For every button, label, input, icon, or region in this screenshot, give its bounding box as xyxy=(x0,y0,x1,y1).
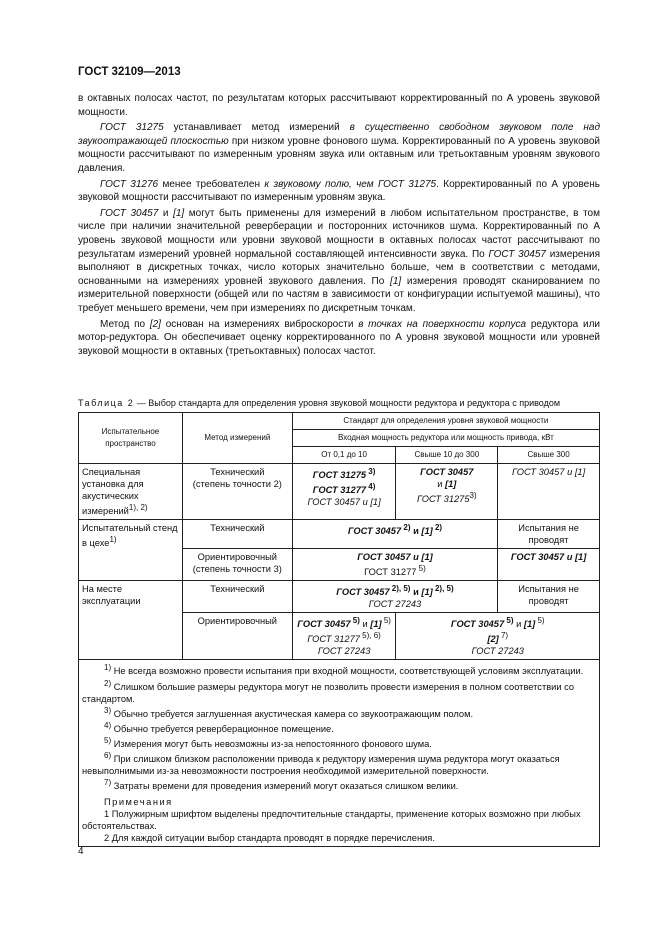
table-header-row xyxy=(79,413,600,430)
document-header: ГОСТ 32109—2013 xyxy=(78,66,181,78)
p4-text-3: измерения проводят сканированием по измерительной поверхности (общей или по частям в зависимости от конфигурации испытуемой машины), что требует меньшего времени, чем при измерениях по дискретным точкам. xyxy=(78,275,600,314)
row2-space-text: Испытательный стенд в цехе xyxy=(82,523,178,549)
row4-method: Технический xyxy=(182,581,292,613)
p3-emph: к звуковому полю, чем ГОСТ 31275 xyxy=(264,178,437,190)
footnote-4 xyxy=(82,720,596,735)
row2-sup-c: 2) xyxy=(432,523,443,533)
header-standard: Стандарт для определения уровня звуковой мощности xyxy=(292,413,599,430)
row2-col3: Испытания не проводят xyxy=(498,520,600,549)
row1-space xyxy=(79,464,183,520)
row1-col2-ref: [1] xyxy=(445,479,457,489)
row4-std2: ГОСТ 27243 xyxy=(368,599,422,610)
row1-method-grade: (степень точности 2) xyxy=(192,479,282,489)
p2-text-end: при низком уровне фонового шума. Корректированный по А уровень звуковой мощности рассчитывают по измеренным уровням звука или октавным или третьоктавным уровням звукового давления. xyxy=(78,135,600,174)
p5-text-2: основан на измерениях виброскорости xyxy=(160,318,359,330)
row3-method-grade: (степень точности 3) xyxy=(192,564,282,575)
row2-and: и xyxy=(410,526,422,537)
row2-std: ГОСТ 30457 xyxy=(347,526,402,537)
footnote-text: Слишком большие размеры редуктора могут не позволить провести измерения в полном соответствии со стандартом. xyxy=(82,681,575,704)
row4-space: На месте эксплуатации xyxy=(79,581,183,660)
row1-col1 xyxy=(292,464,396,520)
paragraph-1 xyxy=(78,92,600,119)
table-caption-label: Таблица 2 xyxy=(78,398,135,408)
header-col-2: Свыше 10 до 300 xyxy=(396,447,498,464)
row5-col23 xyxy=(396,613,600,660)
row1-col1-sup1: 3) xyxy=(366,467,376,476)
header-method: Метод измерений xyxy=(182,413,292,464)
footnote-text: Затраты времени для проведения измерений могут оказаться слишком велики. xyxy=(111,781,459,792)
table-row xyxy=(79,581,600,613)
footnote-mark: 2) xyxy=(104,678,112,688)
row5-col1-ref: [1] xyxy=(370,619,382,630)
p2-ref: ГОСТ 31275 xyxy=(100,122,164,134)
table-row xyxy=(79,464,600,520)
row5-col23-and: и xyxy=(513,619,524,630)
standards-table xyxy=(78,412,600,847)
row5-col23-sup-c: 5) xyxy=(535,616,545,626)
row3-method-name: Ориентировочный xyxy=(197,552,277,563)
row5-col1-std: ГОСТ 30457 xyxy=(297,619,351,630)
row2-col12 xyxy=(292,520,497,549)
footnote-text: Обычно требуется заглушенная акустическая камера со звукоотражающим полом. xyxy=(111,708,474,719)
row1-col1-sup2: 4) xyxy=(366,482,376,492)
row5-col1-std3: ГОСТ 27243 xyxy=(317,646,371,657)
footnote-5 xyxy=(82,735,596,750)
p4-text-2: измерения выполняют в дискретных точках, число которых значительно больше, чем в соответствии с методами, основанными на измерениях уровней звукового давления. По xyxy=(78,248,600,287)
p2-emph: в существенно свободном звуковом поле над звукоотражающей плоскостью xyxy=(78,122,600,147)
p1-text: в октавных полосах частот, по результатам которых рассчитывают корректированный по А уровень звуковой мощности. xyxy=(78,93,600,118)
footnote-text: При слишком близком расположении привода к редуктору измерения шума редуктора могут оказаться невыполнимыми из-за невозможности построения необходимой измерительной поверхности. xyxy=(82,754,560,777)
row5-col1-sup-d: 5), 6) xyxy=(359,631,381,641)
row3-method xyxy=(182,549,292,581)
footnote-text: Не всегда возможно провести испытания при входной мощности, соответствующей условиям эксплуатации. xyxy=(111,666,584,677)
body-text xyxy=(78,92,600,360)
row2-method: Технический xyxy=(182,520,292,549)
row4-col12 xyxy=(292,581,497,613)
p5-ref: [2] xyxy=(149,318,161,330)
row5-col23-sup-a: 5) xyxy=(504,616,514,626)
table-notes-row xyxy=(79,660,600,847)
row1-col1-std3: ГОСТ 30457 и [1] xyxy=(307,497,381,508)
row4-ref: [1] xyxy=(421,587,433,598)
p4-ref-c: ГОСТ 30457 xyxy=(488,248,546,260)
footnote-7 xyxy=(82,777,596,792)
paragraph-4 xyxy=(78,207,600,316)
row5-col1-sup-a: 5) xyxy=(350,616,360,626)
row2-ref: [1] xyxy=(421,526,433,537)
row4-sup-c: 2), 5) xyxy=(432,584,454,594)
p4-ref-b: [1] xyxy=(173,207,185,219)
p5-text-3: редуктора или мотор-редуктора. Он обеспечивает оценку корректированного по А уровня звуковой мощности или уровней звуковой мощности в октавных (третьоктавных) полосах частот. xyxy=(78,318,600,357)
row4-sup-a: 2), 5) xyxy=(389,584,411,594)
row1-col2-std1: ГОСТ 30457 xyxy=(420,467,474,477)
header-power: Входная мощность редуктора или мощность привода, кВт xyxy=(292,430,599,447)
row2-space-sup: 1) xyxy=(109,535,117,545)
row1-space-text: Специальная установка для акустических измерений xyxy=(82,467,144,517)
row1-col2-std3: ГОСТ 31275 xyxy=(417,494,470,505)
row1-method xyxy=(182,464,292,520)
paragraph-5 xyxy=(78,318,600,359)
paragraph-3 xyxy=(78,178,600,205)
footnote-mark: 7) xyxy=(104,778,112,788)
p2-text: устанавливает метод измерений xyxy=(163,122,350,134)
table-footnotes xyxy=(79,660,600,847)
row5-col1-sup-c: 5) xyxy=(381,616,391,626)
row1-space-sup: 1), 2) xyxy=(128,503,148,512)
row5-col23-std: ГОСТ 30457 xyxy=(450,619,505,630)
p3-ref: ГОСТ 31276 xyxy=(100,178,159,190)
footnote-3 xyxy=(82,705,596,720)
row5-col1 xyxy=(292,613,396,660)
row3-col12 xyxy=(292,549,497,581)
footnote-text: Обычно требуется реверберационное помещение. xyxy=(111,723,334,734)
footnote-mark: 3) xyxy=(104,705,112,715)
row4-std: ГОСТ 30457 xyxy=(336,587,390,598)
p5-text: Метод по xyxy=(100,318,150,330)
header-col-1: От 0,1 до 10 xyxy=(292,447,396,464)
footnote-2 xyxy=(82,678,596,705)
p5-emph: в точках на поверхности корпуса xyxy=(358,318,527,330)
row3-std1: ГОСТ 30457 и [1] xyxy=(357,552,433,563)
footnote-mark: 6) xyxy=(104,750,112,760)
footnote-6 xyxy=(82,750,596,777)
p3-text-end: . Корректированный по А уровень звуковой мощности рассчитывают по измеренным уровням звука. xyxy=(78,178,600,204)
row5-col23-ref: [1] xyxy=(523,619,536,630)
footnote-mark: 1) xyxy=(104,663,112,673)
row3-std2: ГОСТ 31277 xyxy=(364,567,417,578)
header-space: Испытательное пространство xyxy=(79,413,183,464)
footnote-mark: 4) xyxy=(104,720,112,730)
page-number: 4 xyxy=(78,846,84,857)
paragraph-2 xyxy=(78,121,600,175)
footnote-1 xyxy=(82,662,596,677)
row2-space xyxy=(79,520,183,581)
row2-sup-a: 2) xyxy=(401,523,411,533)
row1-col1-std1: ГОСТ 31275 xyxy=(312,470,367,481)
row1-col1-std2: ГОСТ 31277 xyxy=(312,485,367,496)
row3-col3: ГОСТ 30457 и [1] xyxy=(498,549,600,581)
p4-ref-a: ГОСТ 30457 xyxy=(100,207,159,219)
p4-and: и xyxy=(158,207,174,219)
row4-col3: Испытания не проводят xyxy=(498,581,600,613)
note-1: 1 Полужирным шрифтом выделены предпочтительные стандарты, применение которых возможно при любых обстоятельствах. xyxy=(82,809,581,832)
p4-text: могут быть применены для измерений в любом испытательном пространстве, в том числе при наличии значительной реверберации и посторонних источников шума. Корректированный по А уровень звуковой мощности или уровни звуковой мощности в октавных полосах частот рассчитывают по результатам измерений уровней нормальной составляющей интенсивности звука. По xyxy=(78,207,600,260)
row1-col2-and: и xyxy=(437,479,446,489)
row5-col1-std2: ГОСТ 31277 xyxy=(307,634,360,645)
row5-col23-sup-d: 7) xyxy=(498,631,509,641)
p4-ref-d: [1] xyxy=(390,275,402,287)
row5-col23-ref2: [2] xyxy=(487,634,499,645)
footnote-text: Измерения могут быть невозможны из-за непостоянного фонового шума. xyxy=(111,738,432,749)
row1-col3: ГОСТ 30457 и [1] xyxy=(498,464,600,520)
table-row xyxy=(79,520,600,549)
row1-col2-sup: 3) xyxy=(469,491,477,500)
row1-method-name: Технический xyxy=(210,467,265,477)
table-caption xyxy=(78,398,600,408)
footnote-mark: 5) xyxy=(104,735,112,745)
row3-sup: 5) xyxy=(416,564,426,574)
table-caption-text: — Выбор стандарта для определения уровня звуковой мощности редуктора и редуктора с приводом xyxy=(134,398,561,408)
row4-and: и xyxy=(410,587,422,598)
row5-col1-and: и xyxy=(359,619,371,630)
p3-text: менее требователен xyxy=(158,178,265,190)
row1-col2 xyxy=(396,464,498,520)
row5-method: Ориентировочный xyxy=(182,613,292,660)
notes-title: Примечания xyxy=(104,797,173,808)
row5-col23-std3: ГОСТ 27243 xyxy=(471,646,524,657)
header-col-3: Свыше 300 xyxy=(498,447,600,464)
note-2: 2 Для каждой ситуации выбор стандарта проводят в порядке перечисления. xyxy=(104,833,435,844)
